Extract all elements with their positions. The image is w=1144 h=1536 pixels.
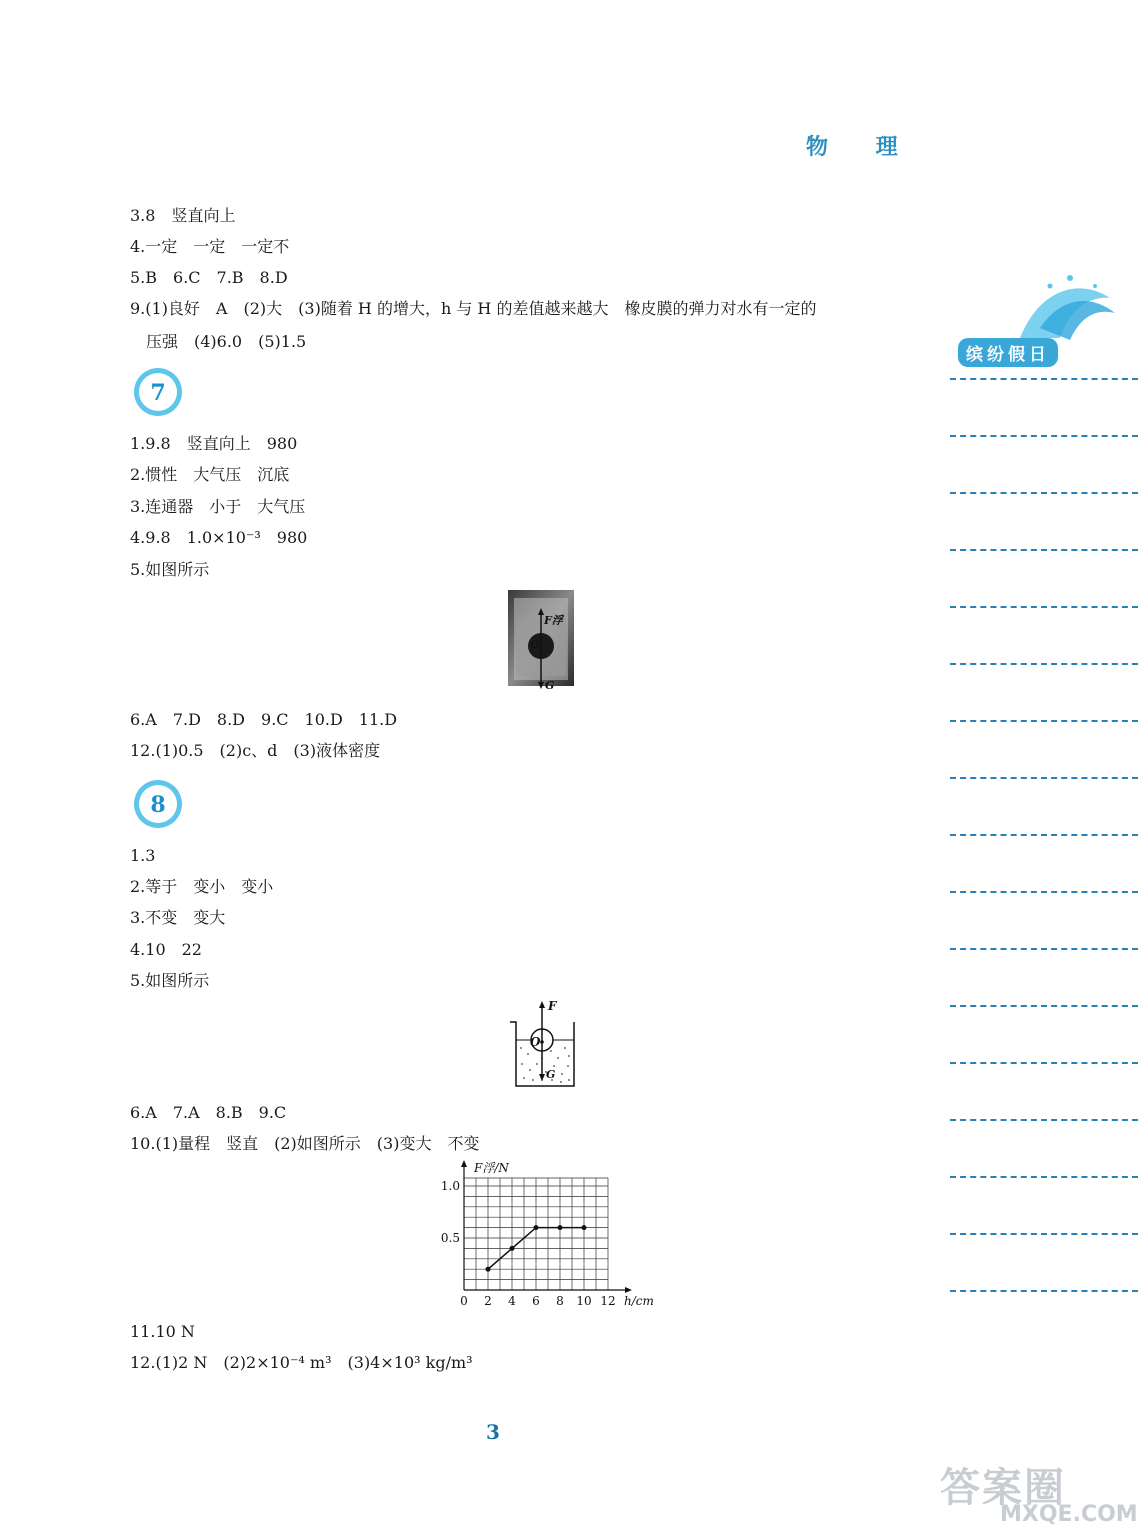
answer-line: 4.一定 一定 一定不 [130,237,290,256]
note-line [950,891,1138,893]
watermark-logo: 答案圈 [940,1465,1066,1511]
point-label-o: O [530,1035,541,1049]
answer-line: 3.不变 变大 [130,908,226,927]
y-axis-arrow [461,1160,467,1167]
beaker-diagram-figure [506,996,586,1092]
note-line [950,492,1138,494]
note-line [950,834,1138,836]
watermark-url: MXQE.COM [1000,1502,1138,1527]
sidebar-decoration [1010,268,1120,348]
answer-line: 1.3 [130,846,156,865]
force-label-gravity: G [545,679,555,690]
note-line [950,1290,1138,1292]
x-tick-label: 6 [532,1294,540,1308]
answer-line: 12.(1)0.5 (2)c、d (3)液体密度 [130,741,381,760]
answer-line: 9.(1)良好 A (2)大 (3)随着 H 的增大，h 与 H 的差值越来越大 橡皮膜的弹力对水有一定的 [130,299,817,318]
answer-line: 3.8 竖直向上 [130,206,236,225]
answer-line: 6.A 7.D 8.D 9.C 10.D 11.D [130,710,398,729]
x-tick-label: 10 [576,1294,592,1308]
buoyancy-chart [430,1160,670,1310]
x-tick-label: 8 [556,1294,564,1308]
x-axis-label: h/cm [624,1294,654,1308]
note-line [950,549,1138,551]
section-badge-8 [132,778,184,830]
answer-line: 11.10 N [130,1322,195,1341]
note-line [950,1062,1138,1064]
sidebar-title: 缤纷假日 [958,338,1058,367]
data-point [558,1225,563,1230]
section-number: 8 [150,792,166,818]
note-line [950,1176,1138,1178]
note-line [950,948,1138,950]
x-axis-arrow [625,1287,632,1293]
note-line [950,663,1138,665]
note-line [950,1119,1138,1121]
y-tick-label: 1.0 [440,1179,460,1193]
force-label-f: F [548,999,557,1013]
answer-line: 压强 (4)6.0 (5)1.5 [130,332,307,351]
answer-line: 5.如图所示 [130,560,210,579]
note-line [950,435,1138,437]
y-axis-label: F浮/N [474,1161,509,1175]
data-point [582,1225,587,1230]
answer-line: 2.惯性 大气压 沉底 [130,465,290,484]
answer-line: 3.连通器 小于 大气压 [130,497,306,516]
answer-line: 5.B 6.C 7.B 8.D [130,268,288,287]
answer-line: 4.10 22 [130,940,202,959]
answer-line: 6.A 7.A 8.B 9.C [130,1103,287,1122]
answer-line: 10.(1)量程 竖直 (2)如图所示 (3)变大 不变 [130,1134,480,1153]
data-point [510,1246,515,1251]
answer-line: 1.9.8 竖直向上 980 [130,434,298,453]
note-line [950,1233,1138,1235]
page-number: 3 [486,1420,500,1444]
section-badge-7 [132,366,184,418]
x-tick-label: 4 [508,1294,516,1308]
beaker-photo-figure [508,590,574,690]
answer-line: 2.等于 变小 变小 [130,877,274,896]
x-tick-label: 12 [600,1294,616,1308]
note-line [950,1005,1138,1007]
note-line [950,606,1138,608]
note-line [950,378,1138,380]
x-tick-label: 2 [484,1294,492,1308]
note-line [950,720,1138,722]
answer-line: 4.9.8 1.0×10⁻³ 980 [130,528,308,547]
answer-line: 12.(1)2 N (2)2×10⁻⁴ m³ (3)4×10³ kg/m³ [130,1353,473,1372]
x-tick-label: 0 [460,1294,468,1308]
section-number: 7 [150,380,166,406]
note-line [950,777,1138,779]
data-point [534,1225,539,1230]
force-label-buoyancy: F浮 [544,614,563,627]
page-header-subject: 物 理 [806,135,918,160]
data-point [486,1267,491,1272]
answer-line: 5.如图所示 [130,971,210,990]
y-tick-label: 0.5 [440,1231,460,1245]
force-label-g: G [546,1068,556,1081]
point-label-o: O [530,638,540,651]
